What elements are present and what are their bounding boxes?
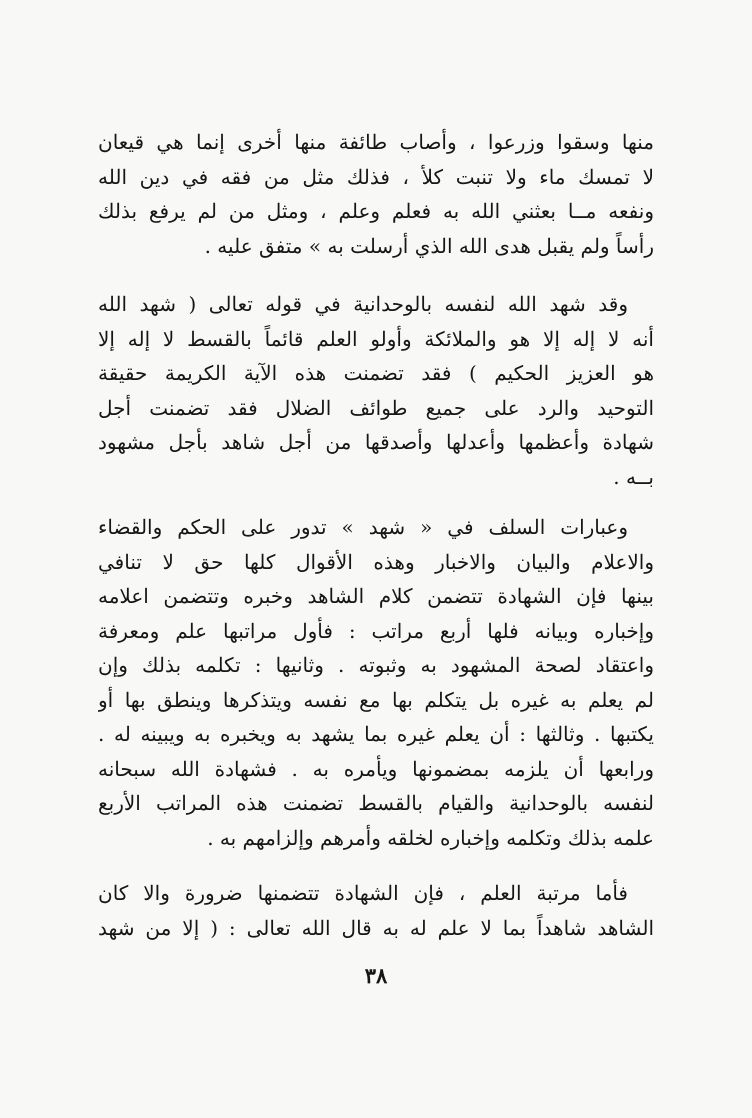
text-line: وإخباره وبيانه فلها أربع مراتب : فأول مراتبها علم ومعرفة <box>98 618 654 643</box>
text-line: وقد شهد الله لنفسه بالوحدانية في قوله تعالى ( شهد الله <box>98 292 628 316</box>
text-line: شهادة وأعظمها وأعدلها وأصدقها من أجل شاهد بأجل مشهود <box>98 430 654 454</box>
text-line: لنفسه بالوحدانية والقيام بالقسط تضمنت هذه المراتب الأربع <box>98 791 654 815</box>
text-line: علمه بذلك وتكلمه وإخباره لخلقه وأمرهم وإلزامهم به . <box>207 825 654 850</box>
paragraph-3 <box>98 510 654 855</box>
text-line: هو العزيز الحكيم ) فقد تضمنت هذه الآية الكريمة حقيقة <box>98 361 654 385</box>
text-line: منها وسقوا وزرعوا ، وأصاب طائفة منها أخرى إنما هي قيعان <box>98 130 654 154</box>
text-line: بــه . <box>613 464 654 489</box>
paragraph-4 <box>98 876 654 945</box>
paragraph-2 <box>98 287 654 494</box>
text-line: وعبارات السلف في « شهد » تدور على الحكم والقضاء <box>98 515 628 539</box>
text-line: والاعلام والبيان والاخبار وهذه الأقوال كلها حق لا تنافي <box>98 549 654 574</box>
text-line: بينها فإن الشهادة تتضمن كلام الشاهد وخبره وتتضمن اعلامه <box>98 584 654 608</box>
text-line: التوحيد والرد على جميع طوائف الضلال فقد تضمنت أجل <box>98 395 654 420</box>
text-line: ونفعه مــا بعثني الله به فعلم وعلم ، ومثل من لم يرفع بذلك <box>98 199 654 223</box>
text-line: واعتقاد لصحة المشهود به وثبوته . وثانيها : تكلمه بذلك وإن <box>98 653 654 677</box>
text-line: الشاهد شاهداً بما لا علم له به قال الله تعالى : ( إلا من شهد <box>98 915 654 940</box>
text-line: فأما مرتبة العلم ، فإن الشهادة تتضمنها ضرورة والا كان <box>98 881 628 905</box>
text-line: ورابعها أن يلزمه بمضمونها ويأمره به . فشهادة الله سبحانه <box>98 756 654 781</box>
text-line: لم يعلم به غيره بل يتكلم بها مع نفسه ويتذكرها وينطق بها أو <box>98 687 654 712</box>
text-line: رأساً ولم يقبل هدى الله الذي أرسلت به » متفق عليه . <box>204 233 654 258</box>
text-line: لا تمسك ماء ولا تنبت كلأ ، فذلك مثل من فقه في دين الله <box>98 164 654 189</box>
page-number: ٣٨ <box>364 963 388 988</box>
text-line: يكتبها . وثالثها : أن يعلم غيره بما يشهد به ويخبره به ويبينه له . <box>98 722 654 746</box>
text-line: أنه لا إله إلا هو والملائكة وأولو العلم قائماً بالقسط لا إله إلا <box>98 326 654 351</box>
paragraph-1 <box>98 125 654 263</box>
